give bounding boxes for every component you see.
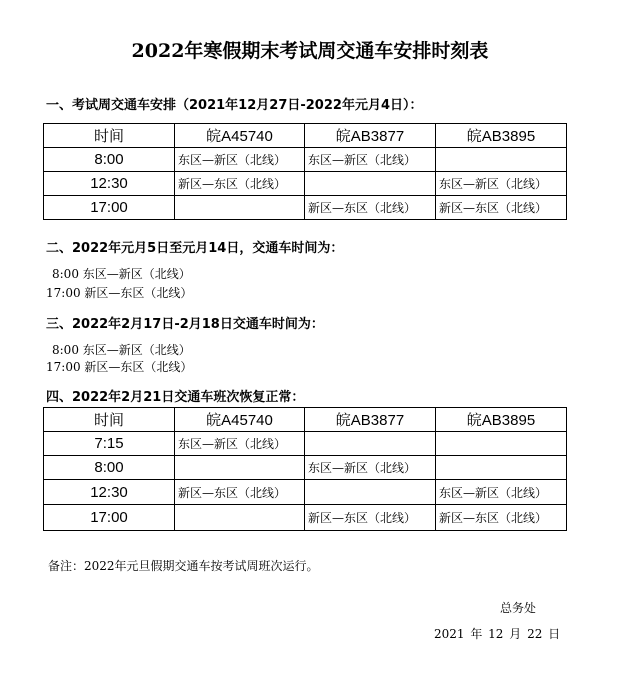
route-cell: 东区—新区（北线） [436,480,567,505]
section-4-heading: 四、2022年2月21日交通车班次恢复正常： [46,390,305,405]
issuing-office: 总务处 [500,601,537,615]
table-row [44,456,567,480]
route-cell [305,172,436,196]
route-cell [175,196,305,220]
header-time: 时间 [44,124,175,148]
route-cell: 新区—东区（北线） [175,172,305,196]
route-cell: 东区—新区（北线） [305,456,436,480]
table-row [44,480,567,505]
section-2-heading: 二、2022年元月5日至元月14日，交通车时间为： [46,241,344,256]
route-cell: 东区—新区（北线） [305,148,436,172]
exam-week-schedule-table [43,123,567,220]
regular-schedule-table [43,407,567,531]
route-cell: 东区—新区（北线） [436,172,567,196]
footnote: 备注：2022年元旦假期交通车按考试周班次运行。 [48,559,319,573]
time-cell: 17:00 [44,505,175,531]
table-row [44,196,567,220]
route-cell [305,480,436,505]
route-cell: 新区—东区（北线） [436,196,567,220]
table-header-row [44,408,567,432]
schedule-line: 8:00 东区—新区（北线） [52,343,191,357]
route-cell [175,456,305,480]
time-cell: 12:30 [44,172,175,196]
route-cell [175,505,305,531]
route-cell [436,456,567,480]
route-cell [305,432,436,456]
header-bus-3: 皖AB3895 [436,408,567,432]
table-row [44,148,567,172]
table-row [44,505,567,531]
time-cell: 8:00 [44,148,175,172]
route-cell [436,432,567,456]
header-bus-2: 皖AB3877 [305,124,436,148]
table-row [44,172,567,196]
section-1-heading: 一、考试周交通车安排（2021年12月27日-2022年元月4日）： [46,98,423,113]
route-cell: 东区—新区（北线） [175,148,305,172]
schedule-line: 17:00 新区—东区（北线） [46,286,193,300]
time-cell: 12:30 [44,480,175,505]
header-bus-3: 皖AB3895 [436,124,567,148]
route-cell: 新区—东区（北线） [436,505,567,531]
schedule-line: 17:00 新区—东区（北线） [46,360,193,374]
issue-date: 2021 年 12 月 22 日 [434,627,561,641]
route-cell: 新区—东区（北线） [305,505,436,531]
header-time: 时间 [44,408,175,432]
header-bus-1: 皖A45740 [175,408,305,432]
time-cell: 8:00 [44,456,175,480]
table-header-row [44,124,567,148]
route-cell: 东区—新区（北线） [175,432,305,456]
header-bus-2: 皖AB3877 [305,408,436,432]
schedule-line: 8:00 东区—新区（北线） [52,267,191,281]
time-cell: 17:00 [44,196,175,220]
table-row [44,432,567,456]
section-3-heading: 三、2022年2月17日-2月18日交通车时间为： [46,317,324,332]
route-cell [436,148,567,172]
page-title: 2022年寒假期末考试周交通车安排时刻表 [131,40,489,62]
route-cell: 新区—东区（北线） [305,196,436,220]
header-bus-1: 皖A45740 [175,124,305,148]
route-cell: 新区—东区（北线） [175,480,305,505]
time-cell: 7:15 [44,432,175,456]
